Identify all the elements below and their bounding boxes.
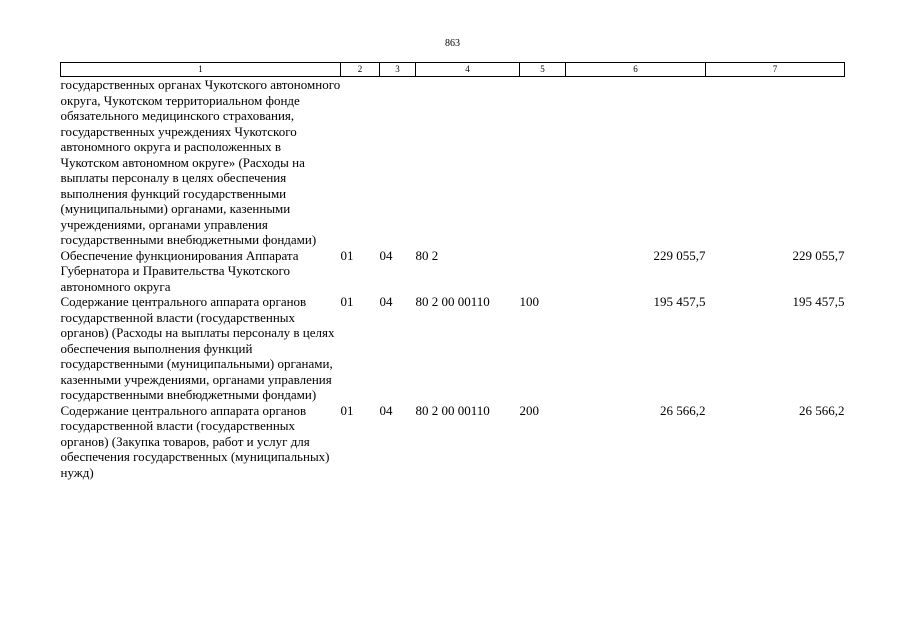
budget-table (60, 62, 845, 480)
table-row (61, 403, 845, 481)
row-rz: 01 (340, 294, 354, 309)
column-header: 7 (706, 63, 845, 77)
row-vr: 100 (519, 294, 539, 309)
row-rz: 01 (340, 247, 354, 263)
row-vr: 200 (519, 402, 539, 418)
row-sum2 (706, 77, 845, 248)
table-header-row (61, 63, 845, 77)
row-sum2: 195 457,5 (792, 294, 845, 309)
row-sum1 (566, 77, 706, 248)
row-pr: 04 (379, 402, 393, 418)
row-pr (380, 77, 416, 248)
row-sum1: 195 457,5 (653, 294, 706, 309)
column-header: 1 (61, 63, 341, 77)
row-rz (341, 77, 380, 248)
row-csr: 80 2 00 00110 (415, 402, 490, 418)
table-row (61, 248, 845, 295)
row-csr (416, 77, 520, 248)
row-sum1: 26 566,2 (660, 402, 706, 418)
row-name: Содержание центрального аппарата органов государственной власти (государственных органов) (Закупка товаров, работ и услуг для обеспечения государственных (муниципальных) нужд) (60, 402, 330, 480)
row-sum2: 26 566,2 (799, 402, 845, 418)
row-sum1: 229 055,7 (653, 247, 706, 263)
page-number: 863 (445, 38, 460, 49)
table-row (61, 77, 845, 248)
row-name: государственных органах Чукотского автономного округа, Чукотском территориальном фонде обязательного медицинского страхования, государственных учреждениях Чукотского автономного округа и расположенных в Чукотском автономном округе» (Расходы на выплаты персоналу в целях обеспечения выполнения функций государственными (муниципальными) органами, казенными учреждениями, органами управления государственными внебюджетными фондами) (60, 77, 341, 247)
column-header: 6 (566, 63, 706, 77)
row-csr: 80 2 00 00110 (415, 294, 490, 309)
row-csr: 80 2 (415, 247, 439, 263)
row-name: Обеспечение функционирования Аппарата Губернатора и Правительства Чукотского автономного округа (60, 247, 299, 294)
row-pr: 04 (379, 247, 393, 263)
column-header: 2 (341, 63, 380, 77)
row-vr (520, 77, 566, 248)
row-name: Содержание центрального аппарата органов государственной власти (государственных органов) (Расходы на выплаты персоналу в целях обеспечения выполнения функций государственными (муниципальными) органами, казенными учреждениями, органами управления государственными внебюджетными фондами) (60, 294, 335, 402)
row-pr: 04 (379, 294, 393, 309)
column-header: 4 (416, 63, 520, 77)
row-sum2: 229 055,7 (792, 247, 845, 263)
table-row (61, 294, 845, 403)
column-header: 3 (380, 63, 416, 77)
row-vr (520, 248, 566, 295)
row-rz: 01 (340, 402, 354, 418)
column-header: 5 (520, 63, 566, 77)
